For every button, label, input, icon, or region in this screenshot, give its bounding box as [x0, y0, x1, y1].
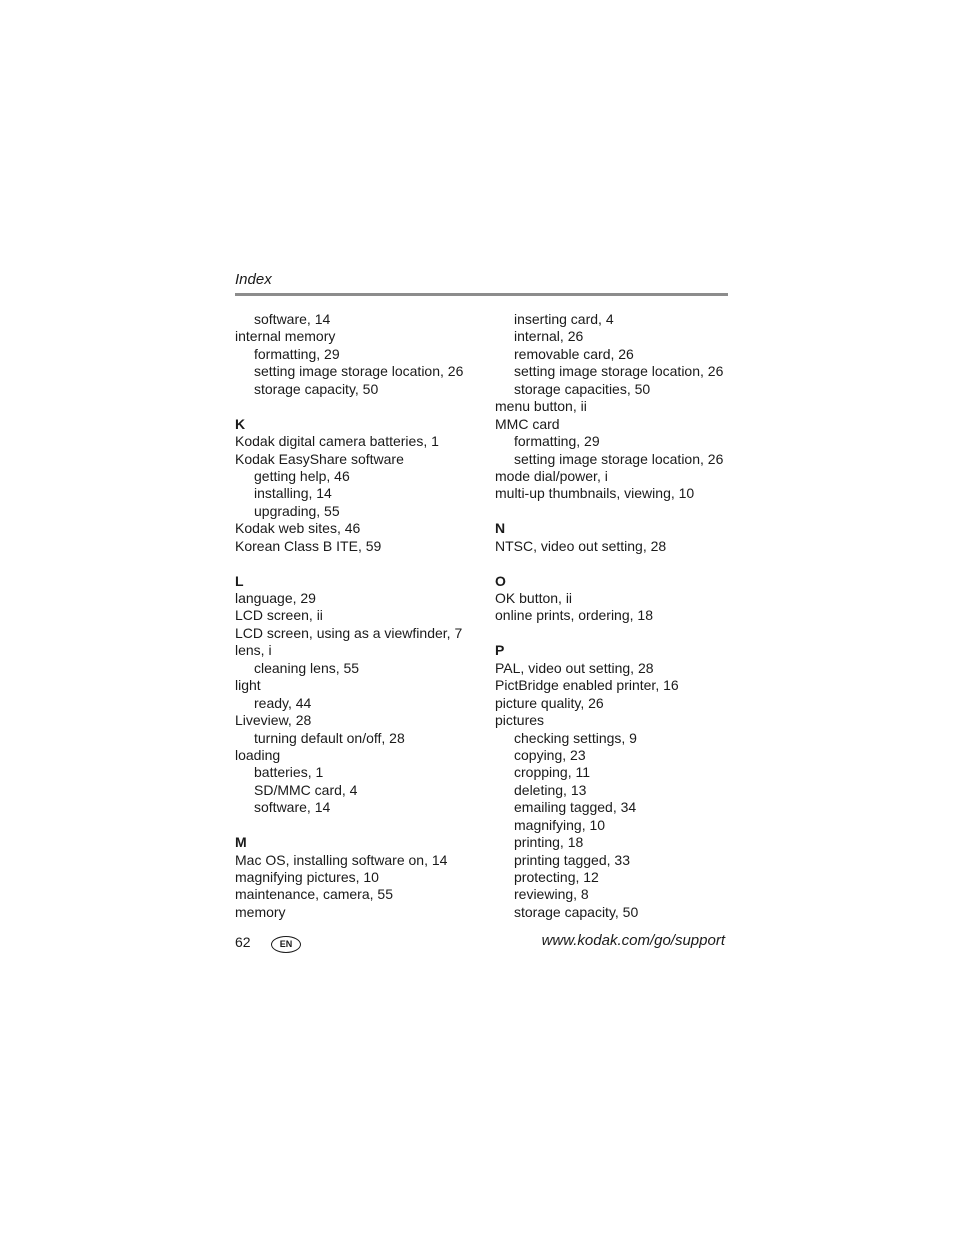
header-divider [235, 293, 728, 296]
index-letter-heading: K [235, 415, 246, 432]
index-subentry: getting help, 46 [254, 467, 350, 484]
index-entry: PAL, video out setting, 28 [495, 659, 654, 676]
index-entry: MMC card [495, 415, 560, 432]
index-subentry: batteries, 1 [254, 764, 324, 781]
index-entry: lens, i [235, 642, 272, 659]
index-subentry: setting image storage location, 26 [514, 450, 724, 467]
index-entry: picture quality, 26 [495, 694, 604, 711]
index-entry: LCD screen, using as a viewfinder, 7 [235, 624, 463, 641]
index-entry: mode dial/power, i [495, 467, 608, 484]
index-letter-heading: L [235, 572, 244, 589]
index-subentry: software, 14 [254, 311, 331, 327]
page-section-title: Index [235, 271, 272, 288]
index-subentry: ready, 44 [254, 694, 312, 711]
index-subentry: deleting, 13 [514, 781, 587, 798]
index-entry: Liveview, 28 [235, 712, 312, 729]
index-subentry: formatting, 29 [514, 433, 600, 450]
index-entry: loading [235, 746, 281, 763]
index-letter-heading: M [235, 834, 247, 851]
index-entry: Kodak digital camera batteries, 1 [235, 433, 439, 450]
index-entry: magnifying pictures, 10 [235, 869, 379, 885]
index-spacer [495, 625, 735, 642]
index-letter-heading: N [495, 520, 506, 537]
index-entry: language, 29 [235, 590, 316, 606]
index-entry: OK button, ii [495, 590, 573, 606]
index-subentry: turning default on/off, 28 [254, 729, 405, 746]
index-entry: pictures [495, 712, 545, 729]
index-letter-heading: P [495, 642, 505, 659]
index-spacer [495, 503, 735, 520]
index-spacer [235, 817, 485, 834]
index-entry: internal memory [235, 328, 336, 345]
index-entry: LCD screen, ii [235, 607, 323, 624]
index-subentry: software, 14 [254, 799, 331, 816]
index-entry: menu button, ii [495, 398, 587, 415]
index-column-right [495, 311, 735, 921]
index-subentry: storage capacity, 50 [254, 380, 379, 397]
index-subentry: storage capacity, 50 [514, 903, 639, 920]
index-subentry: reviewing, 8 [514, 886, 589, 903]
index-subentry: storage capacities, 50 [514, 380, 651, 397]
index-column-left [235, 311, 485, 921]
index-subentry: cleaning lens, 55 [254, 659, 360, 676]
index-subentry: SD/MMC card, 4 [254, 781, 358, 798]
index-subentry: printing, 18 [514, 834, 584, 851]
index-entry: Kodak EasyShare software [235, 450, 404, 467]
index-subentry: removable card, 26 [514, 345, 634, 362]
index-subentry: installing, 14 [254, 485, 332, 502]
index-subentry: cropping, 11 [514, 764, 591, 781]
language-badge-icon: EN [271, 936, 301, 953]
index-entry: PictBridge enabled printer, 16 [495, 677, 679, 694]
index-entry: maintenance, camera, 55 [235, 886, 393, 903]
index-letter-heading: O [495, 572, 506, 589]
index-spacer [235, 398, 485, 415]
index-entry: online prints, ordering, 18 [495, 607, 653, 624]
index-entry: multi-up thumbnails, viewing, 10 [495, 485, 695, 502]
index-subentry: upgrading, 55 [254, 502, 340, 519]
index-subentry: checking settings, 9 [514, 729, 637, 746]
index-subentry: emailing tagged, 34 [514, 799, 637, 816]
index-subentry: magnifying, 10 [514, 816, 606, 833]
index-subentry: copying, 23 [514, 746, 586, 763]
index-subentry: setting image storage location, 26 [254, 363, 464, 380]
index-subentry: setting image storage location, 26 [514, 363, 724, 380]
index-spacer [495, 555, 735, 572]
index-subentry: protecting, 12 [514, 869, 599, 885]
index-entry: NTSC, video out setting, 28 [495, 537, 667, 554]
index-entry: Kodak web sites, 46 [235, 520, 361, 537]
index-subentry: printing tagged, 33 [514, 851, 630, 868]
index-entry: memory [235, 903, 286, 920]
index-entry: light [235, 677, 261, 694]
index-entry: Mac OS, installing software on, 14 [235, 851, 448, 868]
index-subentry: formatting, 29 [254, 345, 340, 362]
page-number: 62 [235, 934, 251, 950]
index-subentry: internal, 26 [514, 328, 584, 345]
support-url[interactable]: www.kodak.com/go/support [541, 932, 725, 949]
index-spacer [235, 555, 485, 572]
index-subentry: inserting card, 4 [514, 311, 614, 327]
index-entry: Korean Class B ITE, 59 [235, 537, 382, 554]
